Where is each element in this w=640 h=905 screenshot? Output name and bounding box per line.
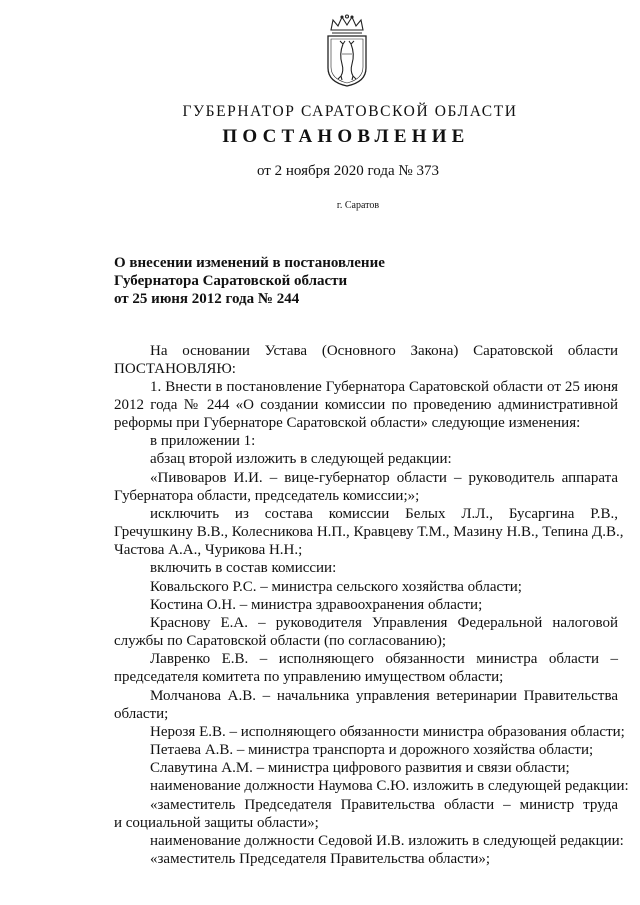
body-line: На основании Устава (Основного Закона) Саратовской области [150,343,618,359]
body-line: службы по Саратовской области (по согласованию); [114,633,447,649]
body-line: реформы при Губернаторе Саратовской области» следующие изменения: [114,415,581,431]
body-line: абзац второй изложить в следующей редакции: [150,451,452,467]
body-line: области; [114,706,169,722]
body-line: председателя комитета по управлению имуществом области; [114,669,504,685]
body-line: «заместитель Председателя Правительства области – министр труда [150,797,618,813]
body-line: наименование должности Наумова С.Ю. изложить в следующей редакции: [150,778,629,794]
issuer-heading: ГУБЕРНАТОР САРАТОВСКОЙ ОБЛАСТИ [182,103,518,120]
title-line: от 25 июня 2012 года № 244 [114,291,300,307]
body-line: наименование должности Седовой И.В. изложить в следующей редакции: [150,833,624,849]
title-line: Губернатора Саратовской области [114,273,348,289]
body-line: включить в состав комиссии: [150,560,337,576]
body-line: Лавренко Е.В. – исполняющего обязанности министра области – [150,651,618,667]
body-line: исключить из состава комиссии Белых Л.Л., Бусаргина Р.В., [150,506,618,522]
body-line: Частова А.А., Чурикова Н.Н.; [114,542,303,558]
body-line: Губернатора области, председатель комиссии;»; [114,488,420,504]
body-line: в приложении 1: [150,433,256,449]
body-line: 1. Внести в постановление Губернатора Саратовской области от 25 июня [150,379,618,395]
body-line: Краснову Е.А. – руководителя Управления Федеральной налоговой [150,615,618,631]
body-line: «Пивоваров И.И. – вице-губернатор области – руководитель аппарата [150,470,618,486]
body-line: Молчанова А.В. – начальника управления ветеринарии Правительства [150,688,618,704]
body-line: ПОСТАНОВЛЯЮ: [114,361,236,377]
body-line: и социальной защиты области»; [114,815,319,831]
document-title [114,254,385,308]
body-line: Гречушкину В.В., Колесникова Н.П., Кравцеву Т.М., Мазину Н.В., Тепина Д.В., [114,524,624,540]
body-line: Петаева А.В. – министра транспорта и дорожного хозяйства области; [150,742,594,758]
coat-of-arms-icon [321,14,373,88]
body-line: «заместитель Председателя Правительства области»; [150,851,491,867]
title-line: О внесении изменений в постановление [114,255,385,271]
body-line: Ковальского Р.С. – министра сельского хозяйства области; [150,579,522,595]
body-line: Костина О.Н. – министра здравоохранения области; [150,597,483,613]
body-line: Славутина А.М. – министра цифрового развития и связи области; [150,760,570,776]
document-type-heading: ПОСТАНОВЛЕНИЕ [222,126,470,147]
document-city: г. Саратов [336,200,380,211]
body-line: 2012 года № 244 «О создании комиссии по проведению административной [114,397,618,413]
document-date-number: от 2 ноября 2020 года № 373 [257,163,439,179]
body-line: Нерозя Е.В. – исполняющего обязанности министра образования области; [150,724,625,740]
